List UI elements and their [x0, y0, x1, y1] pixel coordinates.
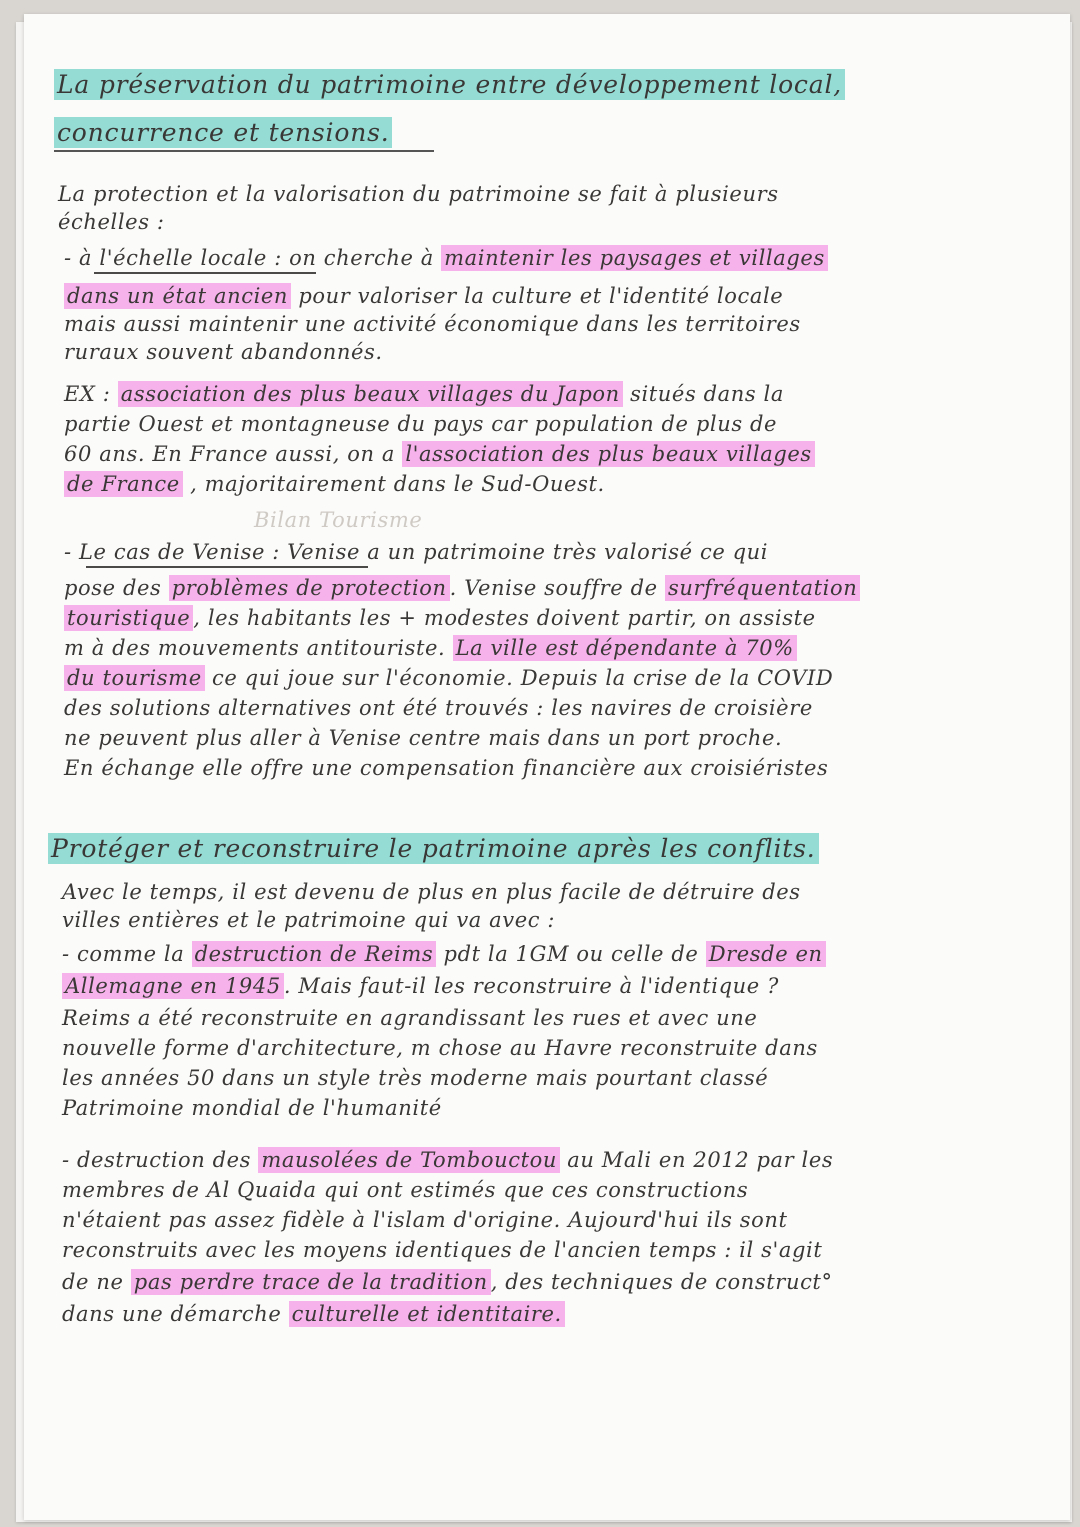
venise-text-3: , les habitants les + modestes doivent partir, on assiste — [193, 606, 816, 630]
locale-text-a: : on cherche à — [274, 246, 434, 270]
tomb-text-1b: au Mali en 2012 par les — [567, 1148, 834, 1172]
tomb-text-1a: destruction des — [76, 1148, 252, 1172]
example-highlight-1: association des plus beaux villages du Japon — [118, 381, 623, 407]
locale-highlight-1: maintenir les paysages et villages — [441, 245, 828, 271]
tomb-line-1: - destruction des mausolées de Tombouctou au Mali en 2012 par les — [62, 1148, 834, 1172]
venise-line-1: - Le cas de Venise : Venise a un patrimoine très valorisé ce qui — [64, 540, 769, 564]
locale-highlight-2: dans un état ancien — [64, 283, 291, 309]
venise-line-6: des solutions alternatives ont été trouvés : les navires de croisière — [64, 696, 813, 720]
venise-line-4 — [64, 636, 797, 660]
locale-line-2 — [64, 284, 783, 308]
tomb-line-5 — [62, 1270, 833, 1294]
venise-highlight-3: touristique — [64, 605, 193, 631]
venise-label-underline — [86, 566, 368, 568]
section1-title-underline — [54, 150, 434, 152]
locale-line-4: ruraux souvent abandonnés. — [64, 340, 383, 364]
venise-label: Le cas de Venise : — [78, 540, 280, 564]
intro-line-2: échelles : — [58, 210, 165, 234]
venise-text-4: m à des mouvements antitouriste. — [64, 636, 446, 660]
venise-line-8: En échange elle offre une compensation financière aux croisiéristes — [64, 756, 829, 780]
section1-title-highlight: La préservation du patrimoine entre développement local, — [54, 69, 845, 100]
venise-line-5 — [64, 666, 833, 690]
venise-highlight-4: La ville est dépendante à 70% — [453, 635, 797, 661]
tomb-text-6a: dans une démarche — [62, 1302, 282, 1326]
example-highlight-3: l'association des plus beaux villages — [402, 441, 814, 467]
reims-highlight-1b: Dresde en — [706, 941, 826, 967]
section2-title-highlight: Protéger et reconstruire le patrimoine après les conflits. — [48, 833, 819, 864]
section1-title-line1 — [54, 70, 845, 99]
locale-line-1: - à l'échelle locale : on cherche à maintenir les paysages et villages — [64, 246, 828, 270]
locale-label: à l'échelle locale — [78, 246, 267, 270]
venise-line-7: ne peuvent plus aller à Venise centre mais dans un port proche. — [64, 726, 783, 750]
locale-line-3: mais aussi maintenir une activité économique dans les territoires — [64, 312, 801, 336]
tomb-text-5a: de ne — [62, 1270, 124, 1294]
reims-text-1a: comme la — [76, 942, 185, 966]
venise-text-2a: pose des — [64, 576, 162, 600]
tomb-line-6 — [62, 1302, 565, 1326]
venise-line-2 — [64, 576, 860, 600]
tomb-highlight-6: culturelle et identitaire. — [289, 1301, 565, 1327]
venise-text-5: ce qui joue sur l'économie. Depuis la crise de la COVID — [212, 666, 834, 690]
venise-highlight-2b: surfréquentation — [665, 575, 860, 601]
venise-text-1: Venise a un patrimoine très valorisé ce qui — [287, 540, 769, 564]
tomb-line-4: reconstruits avec les moyens identiques de l'ancien temps : il s'agit — [62, 1238, 823, 1262]
section2-title — [48, 834, 819, 863]
example-text-4: , majoritairement dans le Sud-Ouest. — [190, 472, 605, 496]
tomb-text-5b: , des techniques de construct° — [490, 1270, 833, 1294]
reims-line-6: Patrimoine mondial de l'humanité — [62, 1096, 442, 1120]
example-line-4 — [64, 472, 605, 496]
locale-text-b: pour valoriser la culture et l'identité locale — [298, 284, 784, 308]
reims-line-4: nouvelle forme d'architecture, m chose au Havre reconstruite dans — [62, 1036, 818, 1060]
notebook-page — [24, 14, 1070, 1520]
venise-highlight-2: problèmes de protection — [169, 575, 450, 601]
tomb-highlight-1: mausolées de Tombouctou — [258, 1147, 560, 1173]
example-text-1: situés dans la — [630, 382, 784, 406]
reims-highlight-1: destruction de Reims — [192, 941, 437, 967]
s2-intro-line-2: villes entières et le patrimoine qui va avec : — [62, 908, 556, 932]
tomb-line-2: membres de Al Quaida qui ont estimés que ces constructions — [62, 1178, 749, 1202]
venise-text-2b: . Venise souffre de — [449, 576, 658, 600]
reims-line-5: les années 50 dans un style très moderne mais pourtant classé — [62, 1066, 769, 1090]
reims-highlight-2: Allemagne en 1945 — [62, 973, 284, 999]
example-text-3: 60 ans. En France aussi, on a — [64, 442, 396, 466]
reims-line-2 — [62, 974, 779, 998]
example-line-3 — [64, 442, 815, 466]
venise-line-3 — [64, 606, 816, 630]
locale-label-underline — [94, 272, 316, 274]
intro-line-1: La protection et la valorisation du patrimoine se fait à plusieurs — [58, 182, 779, 206]
example-label: EX : — [64, 382, 111, 406]
reims-line-3: Reims a été reconstruite en agrandissant les rues et avec une — [62, 1006, 758, 1030]
venise-highlight-5: du tourisme — [64, 665, 205, 691]
section1-title-highlight-2: concurrence et tensions. — [54, 117, 392, 148]
reims-text-2: . Mais faut-il les reconstruire à l'identique ? — [283, 974, 779, 998]
reims-line-1: - comme la destruction de Reims pdt la 1GM ou celle de Dresde en — [62, 942, 826, 966]
s2-intro-line-1: Avec le temps, il est devenu de plus en plus facile de détruire des — [62, 880, 801, 904]
example-line-1 — [64, 382, 784, 406]
example-line-2: partie Ouest et montagneuse du pays car population de plus de — [64, 412, 778, 436]
faded-show-through: Bilan Tourisme — [254, 508, 423, 532]
reims-text-1b: pdt la 1GM ou celle de — [443, 942, 699, 966]
tomb-highlight-5: pas perdre trace de la tradition — [131, 1269, 491, 1295]
section1-title-line2 — [54, 118, 392, 147]
example-highlight-4: de France — [64, 471, 183, 497]
tomb-line-3: n'étaient pas assez fidèle à l'islam d'origine. Aujourd'hui ils sont — [62, 1208, 788, 1232]
